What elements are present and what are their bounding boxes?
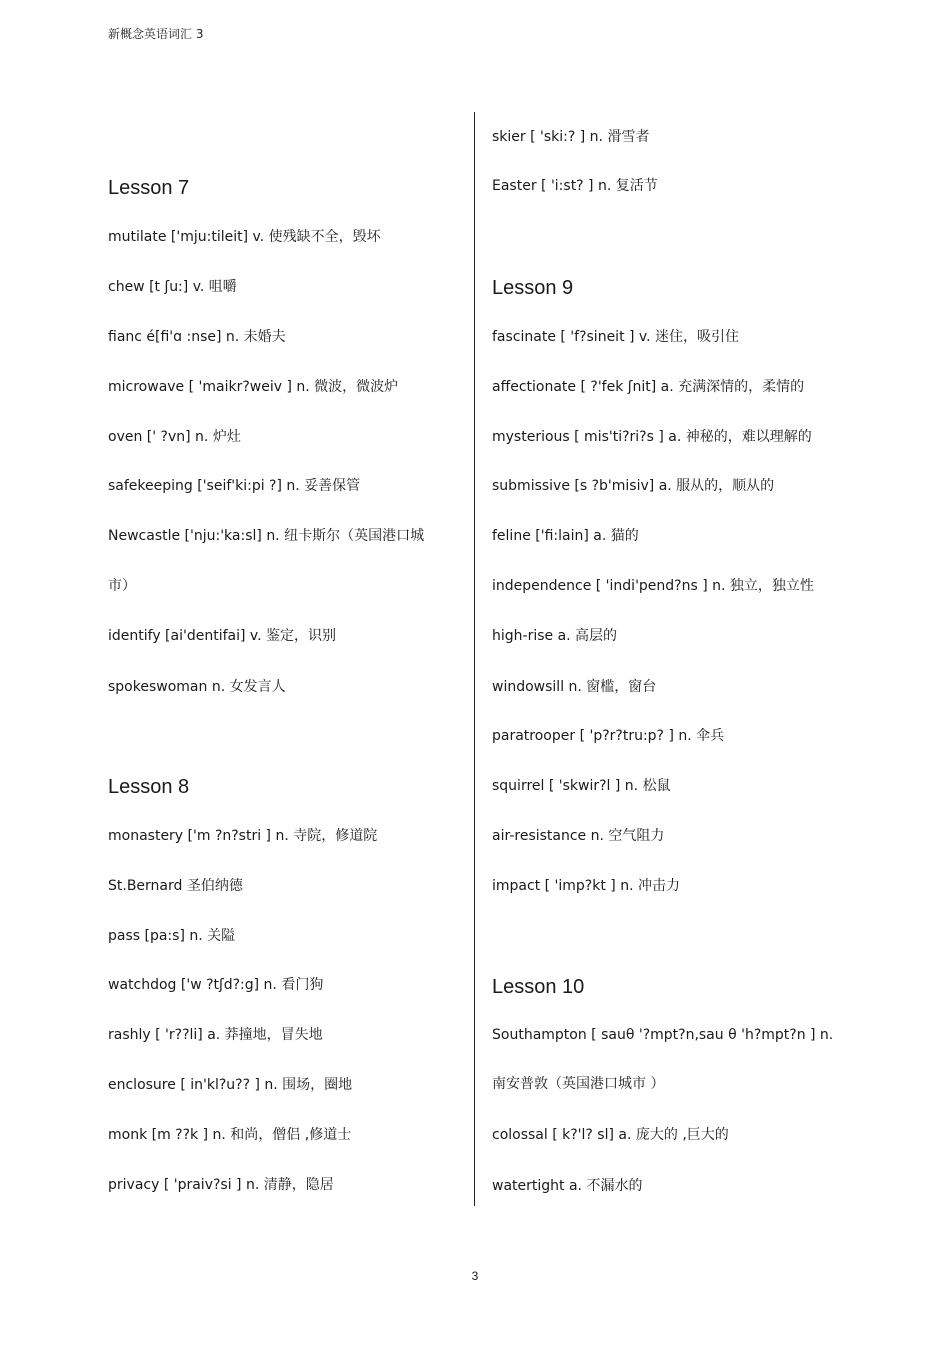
lesson-10-heading: Lesson 10 [492,976,585,998]
vocab-entry: independence [ 'indi'pend?ns ] n. 独立，独立性 [492,578,814,594]
vocab-entry: mutilate ['mju:tileit] v. 使残缺不全，毁坏 [108,229,381,245]
vocab-entry: squirrel [ 'skwir?l ] n. 松鼠 [492,778,671,794]
vocab-entry-continuation: 市） [108,578,136,594]
vocab-entry-continuation: 南安普敦（英国港口城市 ） [492,1076,665,1092]
vocab-entry: Newcastle ['nju:'ka:sl] n. 纽卡斯尔（英国港口城 [108,528,425,544]
vocab-entry: safekeeping ['seif'ki:pi ?] n. 妥善保管 [108,478,361,494]
vocab-entry: St.Bernard 圣伯纳德 [108,878,243,894]
vocab-entry: watertight a. 不漏水的 [492,1178,643,1194]
vocab-entry: spokeswoman n. 女发言人 [108,679,286,695]
lesson-8-heading: Lesson 8 [108,776,190,798]
vocab-entry: feline ['fi:lain] a. 猫的 [492,528,639,544]
vocab-entry: impact [ 'imp?kt ] n. 冲击力 [492,878,680,894]
vocab-entry: pass [pa:s] n. 关隘 [108,928,236,944]
vocab-entry: Easter [ 'i:st? ] n. 复活节 [492,178,658,194]
vocab-entry: monk [m ??k ] n. 和尚，僧侣 ,修道士 [108,1127,352,1143]
vocab-entry: high-rise a. 高层的 [492,628,618,644]
vocab-entry: mysterious [ mis'ti?ri?s ] a. 神秘的，难以理解的 [492,429,812,445]
vocab-entry: oven [' ?vn] n. 炉灶 [108,429,241,445]
vocab-entry: watchdog ['w ?tʃd?:g] n. 看门狗 [108,977,324,993]
column-divider [474,112,475,1206]
vocab-entry: air-resistance n. 空气阻力 [492,828,665,844]
vocab-entry: enclosure [ in'kl?u?? ] n. 围场，圈地 [108,1077,353,1093]
vocab-entry: skier [ 'ski:? ] n. 滑雪者 [492,129,650,145]
vocab-entry: microwave [ 'maikr?weiv ] n. 微波，微波炉 [108,379,399,395]
vocab-entry: identify [ai'dentifai] v. 鉴定，识别 [108,628,336,644]
vocab-entry: colossal [ k?'l? sl] a. 庞大的 ,巨大的 [492,1127,729,1143]
vocab-entry: privacy [ 'praiv?si ] n. 清静，隐居 [108,1177,334,1193]
vocab-entry: monastery ['m ?n?stri ] n. 寺院，修道院 [108,828,378,844]
vocab-entry: affectionate [ ?'fek ʃnit] a. 充满深情的，柔情的 [492,379,805,395]
vocab-entry: paratrooper [ 'p?r?tru:p? ] n. 伞兵 [492,728,725,744]
lesson-9-heading: Lesson 9 [492,277,574,299]
document-header: 新概念英语词汇 3 [108,27,204,41]
vocab-entry: rashly [ 'r??li] a. 莽撞地，冒失地 [108,1027,323,1043]
page-number: 3 [471,1269,479,1283]
vocab-entry: Southampton [ sauθ '?mpt?n,sau θ 'h?mpt?n ] n. [492,1027,834,1043]
lesson-7-heading: Lesson 7 [108,177,190,199]
vocab-entry: windowsill n. 窗槛，窗台 [492,679,657,695]
vocab-entry: fascinate [ 'f?sineit ] v. 迷住，吸引住 [492,329,740,345]
vocab-entry: fianc é[fi'ɑ :nse] n. 未婚夫 [108,329,286,345]
vocab-entry: submissive [s ?b'misiv] a. 服从的，顺从的 [492,478,775,494]
vocab-entry: chew [t ʃu:] v. 咀嚼 [108,279,237,295]
